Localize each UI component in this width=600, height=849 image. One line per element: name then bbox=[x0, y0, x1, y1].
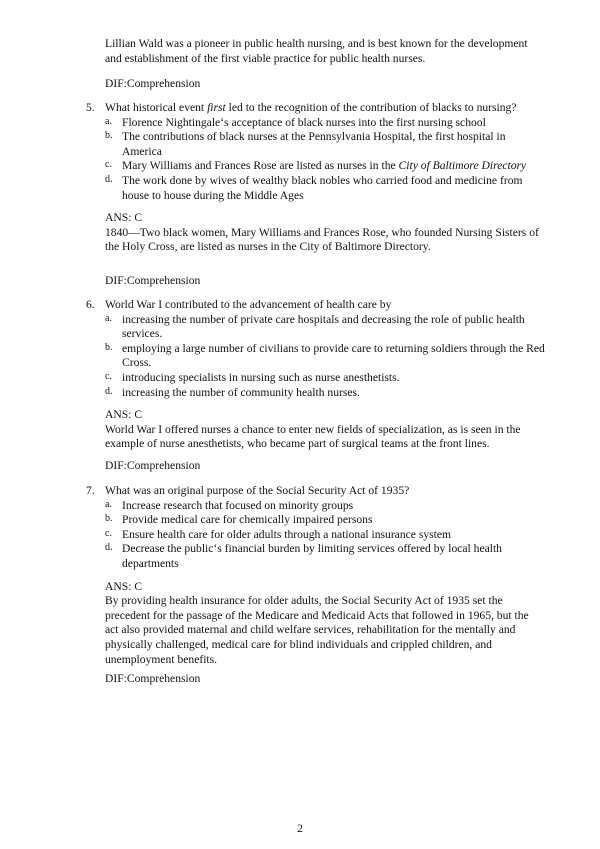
option-b: b. employing a large number of civilians to provide care to returning soldiers through the Red Cross. bbox=[105, 341, 545, 370]
option-c: c. Ensure health care for older adults through a national insurance system bbox=[105, 527, 452, 541]
difficulty-label: DIF:Comprehension bbox=[105, 672, 201, 685]
answer-options bbox=[105, 313, 545, 401]
answer-options bbox=[105, 116, 545, 204]
option-d: d. Decrease the public‘s financial burden by limiting services offered by local health departments bbox=[105, 542, 502, 570]
rationale-text: World War I offered nurses a chance to enter new fields of specialization, as is seen in the example of nurse anesthetists, who became part of surgical teams at the front lines. bbox=[105, 422, 521, 451]
question-7 bbox=[86, 484, 545, 667]
answer-options bbox=[105, 499, 545, 572]
option-a: a. Increase research that focused on minority groups bbox=[105, 498, 354, 512]
answer-key: ANS: C bbox=[105, 211, 143, 225]
question-stem: World War I contributed to the advancement of health care by bbox=[105, 298, 392, 311]
question-6 bbox=[86, 298, 545, 452]
option-d: d. The work done by wives of wealthy black nobles who carried food and medicine from house to house during the Middle Ages bbox=[105, 173, 523, 202]
rationale-text: Lillian Wald was a pioneer in public health nursing, and is best known for the development and establishment of the first viable practice for public health nurses. bbox=[105, 37, 528, 65]
question-stem: What was an original purpose of the Social Security Act of 1935? bbox=[105, 484, 410, 497]
option-b: b. The contributions of black nurses at the Pennsylvania Hospital, the first hospital in America bbox=[105, 130, 506, 158]
question-stem: What historical event first led to the recognition of the contribution of blacks to nursing? bbox=[105, 101, 517, 114]
option-c: c. Mary Williams and Frances Rose are listed as nurses in the City of Baltimore Directory bbox=[105, 159, 527, 173]
option-d: d. increasing the number of community health nurses. bbox=[105, 385, 360, 399]
question-number: 6. bbox=[86, 298, 95, 311]
question-5 bbox=[86, 101, 545, 255]
answer-key: ANS: C bbox=[105, 579, 143, 593]
page-number: 2 bbox=[297, 822, 303, 835]
option-a: a. Florence Nightingale‘s acceptance of black nurses into the first nursing school bbox=[105, 115, 486, 129]
option-c: c. introducing specialists in nursing such as nurse anesthetists. bbox=[105, 370, 400, 384]
difficulty-label: DIF:Comprehension bbox=[105, 77, 201, 90]
difficulty-label: DIF:Comprehension bbox=[105, 459, 201, 472]
option-b: b. Provide medical care for chemically impaired persons bbox=[105, 513, 373, 527]
answer-key: ANS: C bbox=[105, 408, 143, 422]
rationale-text: 1840—Two black women, Mary Williams and Frances Rose, who founded Nursing Sisters of the Holy Cross, are listed as nurses in the City of Baltimore Directory. bbox=[105, 225, 539, 254]
question-number: 5. bbox=[86, 101, 95, 114]
option-a: a. increasing the number of private care hospitals and decreasing the role of public health services. bbox=[105, 312, 525, 341]
rationale-text: By providing health insurance for older adults, the Social Security Act of 1935 set the precedent for the passage of the Medicare and Medicaid Acts that followed in 1965, but the act also provided maternal and child welfare services, rehabilitation for the mentally and physically challenged, medical care for blind individuals and crippled children, and unemployment benefits. bbox=[105, 594, 529, 666]
question-number: 7. bbox=[86, 484, 95, 497]
difficulty-label: DIF:Comprehension bbox=[105, 274, 201, 287]
